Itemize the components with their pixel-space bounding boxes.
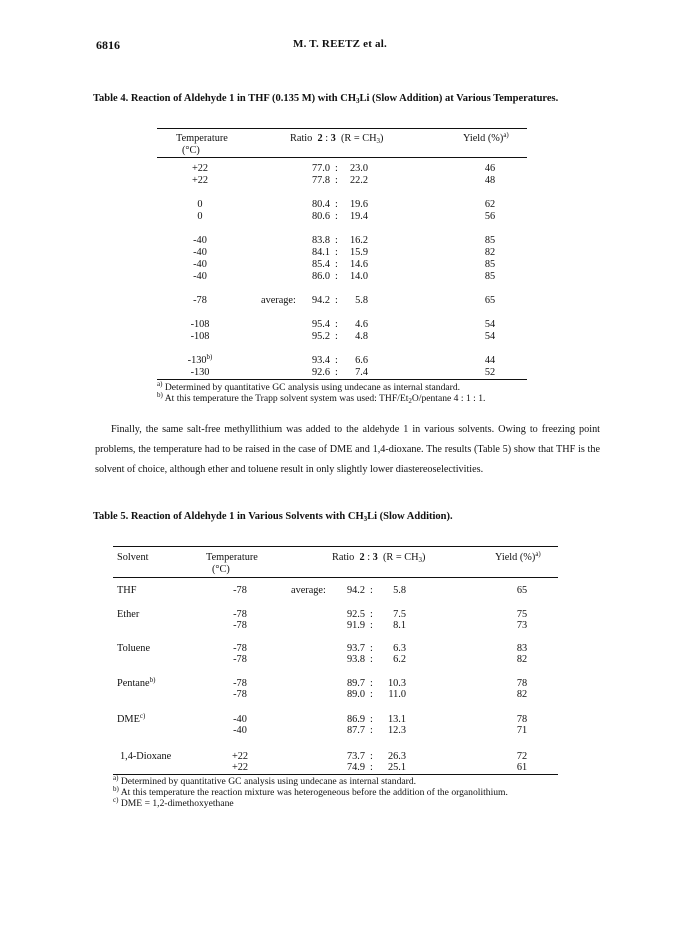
table4-cell-ratio-a: 77.0 <box>311 163 330 174</box>
table4-cell-ratio-sep: : <box>335 199 338 210</box>
table4-cell-temperature: -130$^{b)}$ <box>187 353 213 366</box>
table4-cell-ratio-a: 80.4 <box>311 199 330 210</box>
table4-footnote-a: $^{a)}$ Determined by quantitative GC analysis using undecane as internal standard. <box>157 380 461 393</box>
table5-cell-ratio-sep: : <box>370 678 373 689</box>
table4-cell-temperature: 0 <box>197 211 203 222</box>
table4-cell-ratio-a: 86.0 <box>311 271 330 282</box>
table5-cell-solvent: THF <box>117 585 137 596</box>
table4-cell-ratio-sep: : <box>335 235 338 246</box>
table4-cell-ratio-b: 7.4 <box>355 367 368 378</box>
table5-cell-yield: 65 <box>516 585 528 596</box>
table5-cell-ratio-sep: : <box>370 654 373 665</box>
table4-col-ratio: Ratio 2 : 3 $(R = CH_3)$ <box>290 133 384 145</box>
table5-col-temperature: Temperature (°C) <box>206 552 258 575</box>
table5-cell-ratio-a: 93.8 <box>346 654 365 665</box>
table4-cell-temperature: -40 <box>193 259 207 270</box>
table5-cell-ratio-sep: : <box>370 620 373 631</box>
table4-top-rule <box>157 128 527 129</box>
table5-cell-solvent: 1,4-Dioxane <box>120 751 172 762</box>
table4-cell-ratio-b: 23.0 <box>349 163 368 174</box>
table4-cell-yield: 62 <box>484 199 496 210</box>
table4-cell-temperature: +22 <box>191 163 209 174</box>
table4-cell-yield: 54 <box>484 331 496 342</box>
table5-cell-ratio-b: 25.1 <box>387 762 406 773</box>
table5-cell-ratio-a: 92.5 <box>346 609 365 620</box>
table4-cell-ratio-sep: : <box>335 271 338 282</box>
table5-cell-ratio-b: 6.3 <box>393 643 406 654</box>
table5-cell-temperature: +22 <box>231 751 249 762</box>
table5-cell-ratio-sep: : <box>370 714 373 725</box>
table4-cell-ratio-sep: : <box>335 163 338 174</box>
table4-cell-temperature: -130 <box>190 367 210 378</box>
table5-cell-ratio-a: 91.9 <box>346 620 365 631</box>
table5-cell-ratio-b: 13.1 <box>387 714 406 725</box>
table4-cell-ratio-a: 85.4 <box>311 259 330 270</box>
table4-cell-ratio-sep: : <box>335 175 338 186</box>
table5-cell-temperature: -78 <box>233 678 247 689</box>
table4-footnote-b: $^{b)}$ At this temperature the Trapp solvent system was used: THF/$Et_2O$/pentane 4 : 1 : 1. <box>157 391 486 405</box>
table5-cell-yield: 61 <box>516 762 528 773</box>
table5-cell-ratio-a: 87.7 <box>346 725 365 736</box>
table4-cell-temperature: -40 <box>193 247 207 258</box>
table5-cell-ratio-sep: : <box>370 762 373 773</box>
table4-cell-yield: 54 <box>484 319 496 330</box>
table4-cell-ratio-sep: : <box>335 355 338 366</box>
table5-cell-ratio-b: 7.5 <box>393 609 406 620</box>
table4-cell-ratio-sep: : <box>335 247 338 258</box>
table4-cell-ratio-sep: : <box>335 319 338 330</box>
table4-cell-ratio-sep: : <box>335 367 338 378</box>
table4-col-temperature: Temperature (°C) <box>176 133 228 156</box>
table4-cell-yield: 65 <box>484 295 496 306</box>
table5-footnote-a: $^{a)}$ Determined by quantitative GC analysis using undecane as internal standard. <box>113 774 417 787</box>
table5-cell-temperature: -40 <box>233 725 247 736</box>
table4-cell-yield: 85 <box>484 271 496 282</box>
table4-cell-temperature: -40 <box>193 271 207 282</box>
table5-cell-ratio-sep: : <box>370 751 373 762</box>
table5-col-solvent: Solvent <box>117 552 149 563</box>
table4-cell-temperature: -108 <box>190 319 210 330</box>
table5-cell-temperature: -78 <box>233 654 247 665</box>
table4-cell-yield: 48 <box>484 175 496 186</box>
table4-cell-ratio-a: 84.1 <box>311 247 330 258</box>
running-header-authors: M. T. REETZ et al. <box>293 38 387 50</box>
table5-cell-ratio-b: 10.3 <box>387 678 406 689</box>
table4-cell-ratio-a: 95.4 <box>311 319 330 330</box>
table5-header-rule <box>113 577 558 578</box>
table4-col-yield: Yield (%)$^{a)}$ <box>463 131 509 144</box>
table5-cell-solvent: Toluene <box>117 643 151 654</box>
table4-cell-ratio-sep: : <box>335 295 338 306</box>
table4-cell-ratio-a: 92.6 <box>311 367 330 378</box>
table5-cell-ratio-a: 93.7 <box>346 643 365 654</box>
table4-caption: Table 4. Reaction of Aldehyde 1 in THF (0.135 M) with $CH_3Li$ (Slow Addition) at Various Temperatures. <box>93 93 559 105</box>
table4-cell-ratio-b: 4.8 <box>355 331 368 342</box>
table5-top-rule <box>113 546 558 547</box>
table4-cell-ratio-sep: : <box>335 259 338 270</box>
table5-cell-ratio-b: 6.2 <box>393 654 406 665</box>
table5-cell-yield: 78 <box>516 714 528 725</box>
table5-average-label: average: <box>291 585 326 596</box>
table5-cell-ratio-sep: : <box>370 725 373 736</box>
table4-cell-ratio-a: 93.4 <box>311 355 330 366</box>
table5-cell-solvent: DME$^{c)}$ <box>117 712 146 725</box>
table5-cell-ratio-sep: : <box>370 609 373 620</box>
table5-cell-ratio-a: 73.7 <box>346 751 365 762</box>
table5-cell-ratio-a: 89.0 <box>346 689 365 700</box>
table4-cell-ratio-b: 4.6 <box>355 319 368 330</box>
table4-bottom-rule <box>157 379 527 380</box>
table5-cell-ratio-b: 8.1 <box>393 620 406 631</box>
table4-cell-ratio-b: 6.6 <box>355 355 368 366</box>
table5-cell-ratio-sep: : <box>370 585 373 596</box>
table4-cell-yield: 56 <box>484 211 496 222</box>
table4-cell-ratio-b: 14.0 <box>349 271 368 282</box>
table5-cell-temperature: -78 <box>233 689 247 700</box>
table5-cell-ratio-b: 11.0 <box>388 689 406 700</box>
table4-cell-ratio-b: 16.2 <box>349 235 368 246</box>
table4-cell-ratio-sep: : <box>335 331 338 342</box>
table4-cell-temperature: -78 <box>193 295 207 306</box>
table5-col-ratio: Ratio 2 : 3 $(R = CH_3)$ <box>332 552 426 564</box>
table4-cell-ratio-sep: : <box>335 211 338 222</box>
table4-header-rule <box>157 157 527 158</box>
table4-cell-yield: 82 <box>484 247 496 258</box>
table5-cell-ratio-b: 5.8 <box>393 585 406 596</box>
table4-cell-yield: 52 <box>484 367 496 378</box>
table5-cell-yield: 73 <box>516 620 528 631</box>
table4-cell-temperature: 0 <box>197 199 203 210</box>
table5-cell-temperature: -78 <box>233 643 247 654</box>
table5-cell-yield: 72 <box>516 751 528 762</box>
table4-cell-ratio-b: 15.9 <box>349 247 368 258</box>
table4-cell-ratio-a: 80.6 <box>311 211 330 222</box>
table5-cell-yield: 83 <box>516 643 528 654</box>
table4-cell-ratio-a: 94.2 <box>311 295 330 306</box>
table5-col-yield: Yield (%)$^{a)}$ <box>495 550 541 563</box>
table5-cell-temperature: -40 <box>233 714 247 725</box>
table5-cell-ratio-b: 26.3 <box>387 751 406 762</box>
table4-cell-yield: 85 <box>484 259 496 270</box>
page-number: 6816 <box>96 38 120 52</box>
table4-cell-ratio-a: 95.2 <box>311 331 330 342</box>
table4-cell-ratio-b: 19.6 <box>349 199 368 210</box>
table5-cell-yield: 71 <box>516 725 528 736</box>
table5-caption: Table 5. Reaction of Aldehyde 1 in Various Solvents with $CH_3Li$ (Slow Addition). <box>93 511 453 523</box>
table5-cell-yield: 78 <box>516 678 528 689</box>
table5-cell-ratio-sep: : <box>370 643 373 654</box>
table5-bottom-rule <box>113 774 558 775</box>
table5-cell-yield: 82 <box>516 689 528 700</box>
table5-cell-yield: 75 <box>516 609 528 620</box>
table5-cell-ratio-a: 89.7 <box>346 678 365 689</box>
table5-cell-yield: 82 <box>516 654 528 665</box>
table4-cell-ratio-b: 5.8 <box>355 295 368 306</box>
table4-cell-ratio-a: 77.8 <box>311 175 330 186</box>
table5-cell-ratio-sep: : <box>370 689 373 700</box>
table5-cell-ratio-a: 94.2 <box>346 585 365 596</box>
table4-cell-ratio-a: 83.8 <box>311 235 330 246</box>
table5-footnote-b: $^{b)}$ At this temperature the reaction mixture was heterogeneous before the addition of the organolithium. <box>113 785 508 798</box>
table4-cell-temperature: -108 <box>190 331 210 342</box>
table4-cell-yield: 44 <box>484 355 496 366</box>
table4-cell-temperature: +22 <box>191 175 209 186</box>
table5-cell-solvent: Ether <box>117 609 140 620</box>
table5-cell-solvent: Pentane$^{b)}$ <box>117 676 156 689</box>
table5-cell-ratio-a: 74.9 <box>346 762 365 773</box>
table5-footnote-c: $^{c)}$ DME = 1,2-dimethoxyethane <box>113 796 234 809</box>
table5-cell-ratio-b: 12.3 <box>387 725 406 736</box>
table4-average-label: average: <box>261 295 296 306</box>
table4-cell-temperature: -40 <box>193 235 207 246</box>
table5-cell-temperature: -78 <box>233 609 247 620</box>
table5-cell-temperature: -78 <box>233 620 247 631</box>
body-paragraph: Finally, the same salt-free methyllithium was added to the aldehyde 1 in various solvents. Owing to freezing point problems, the temperature had to be raised in the case of DME and 1,4-dioxane. The results (Table 5) show that THF is the solvent of choice, although ether and toluene result in only slightly lower diastereoselectivities. <box>95 424 600 475</box>
table5-cell-temperature: +22 <box>231 762 249 773</box>
table4-cell-ratio-b: 14.6 <box>349 259 368 270</box>
table4-cell-yield: 46 <box>484 163 496 174</box>
table5-cell-ratio-a: 86.9 <box>346 714 365 725</box>
table4-cell-ratio-b: 19.4 <box>349 211 368 222</box>
table4-cell-yield: 85 <box>484 235 496 246</box>
table5-cell-temperature: -78 <box>233 585 247 596</box>
table4-cell-ratio-b: 22.2 <box>349 175 368 186</box>
